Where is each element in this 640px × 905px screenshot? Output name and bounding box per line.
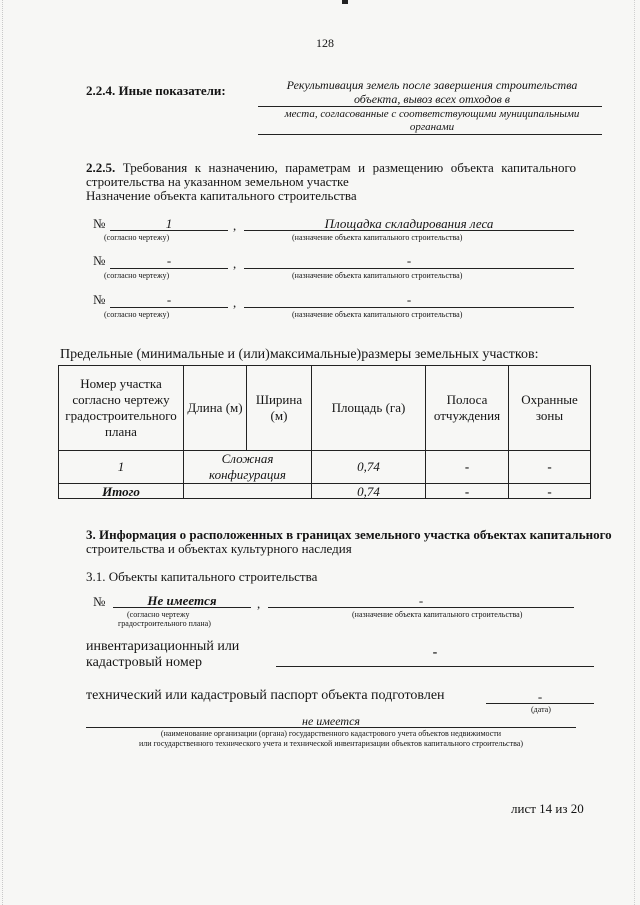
s31-org-value: не имеется [301,714,360,728]
scan-edge-right [634,0,636,905]
s31-date-caption: (дата) [531,705,551,714]
header-strip: Полоса отчуждения [426,366,509,451]
s31-number: Не имеется [147,593,217,608]
s225-row3-comma: , [233,295,237,310]
s225-row3-caption-right: (назначение объекта капитального строительства) [292,310,463,319]
s224-value-line4: органами [409,121,455,133]
s225-row2-purpose: - [406,253,412,268]
header-zones: Охранные зоны [509,366,591,451]
s31-date-line [486,703,594,704]
cell-total-zones: - [509,484,591,499]
s31-comma: , [257,596,261,611]
cell-plot-no: 1 [59,451,184,484]
s31-inv-value: - [432,645,438,660]
s225-row2-no-sign: № [93,253,106,268]
s225-row2-number: - [166,253,172,268]
cell-total-label: Итого [59,484,184,499]
s224-value-line3: места, согласованные с соответствующими муниципальными [284,108,580,120]
sheet-footer: лист 14 из 20 [511,801,584,816]
s31-org-caption-1: (наименование организации (органа) государственного кадастрового учета объектов недвижимости [160,729,502,738]
s3-heading-line1: 3. Информация о расположенных в границах земельного участка объектах капитального [86,527,612,542]
s3-heading-line2: строительства и объектах культурного наследия [86,541,352,556]
s225-row1-number-line [110,230,228,231]
header-width: Ширина (м) [247,366,312,451]
header-plot-no: Номер участка согласно чертежу градостроительного плана [59,366,184,451]
s31-org-line [86,727,576,728]
s225-row3-number: - [166,292,172,307]
s224-label [86,83,226,99]
s31-passport-label: технический или кадастровый паспорт объекта подготовлен [86,688,445,703]
table-row-total [59,484,591,499]
s31-caption-left-1: (согласно чертежу [127,610,190,619]
s225-row3-caption-left: (согласно чертежу) [104,310,170,319]
s225-number: 2.2.5. [86,160,116,175]
s225-row3-number-line [110,307,228,308]
s31-caption-right: (назначение объекта капитального строительства) [352,610,523,619]
scan-edge-left [2,0,4,905]
s31-purpose: - [418,593,424,608]
limits-title: Предельные (минимальные и (или)максимальные)размеры земельных участков: [60,347,539,362]
s31-org-caption-2: или государственного технического учета и технической инвентаризации объектов капитального строительства) [138,739,523,748]
s225-row3-purpose: - [406,292,412,307]
cell-total-area: 0,74 [312,484,426,499]
s225-row1-caption-right: (назначение объекта капитального строительства) [292,233,463,242]
s224-label-text: 2.2.4. Иные показатели: [86,83,226,98]
s225-row2-caption-left: (согласно чертежу) [104,271,170,280]
s31-date-value: - [537,689,543,704]
s225-row3-no-sign: № [93,292,106,307]
s224-underline-1 [258,106,602,107]
header-length: Длина (м) [184,366,247,451]
limits-header-row [59,366,591,451]
s224-value-line2: объекта, вывоз всех отходов в [353,92,511,106]
s225-row2-purpose-line [244,268,574,269]
s31-no-sign: № [93,594,106,609]
s31-inv-label-2: кадастровый номер [86,655,202,670]
table-row [59,451,591,484]
cell-total-strip: - [426,484,509,499]
s31-inv-line [276,666,594,667]
s224-value-line1: Рекультивация земель после завершения строительства [286,78,578,92]
s31-purpose-line [268,607,574,608]
s31-heading: 3.1. Объекты капитального строительства [86,569,318,584]
s225-row2-number-line [110,268,228,269]
s225-text-line1-body: Требования к назначению, параметрам и размещению объекта капитального [122,160,577,175]
s225-row2-comma: , [233,256,237,271]
s31-number-line [113,607,251,608]
s225-row3-purpose-line [244,307,574,308]
s225-text-line2: строительства на указанном земельном участке [86,174,349,189]
s225-text-line3: Назначение объекта капитального строительства [86,188,357,203]
s225-row1-number: 1 [165,216,173,231]
cell-area: 0,74 [312,451,426,484]
s225-row1-purpose-line [244,230,574,231]
s225-row1-comma: , [233,218,237,233]
s224-underline-2 [258,134,602,135]
s31-inv-label-1: инвентаризационный или [86,639,240,654]
cell-strip: - [426,451,509,484]
s225-row1-purpose: Площадка складирования леса [324,216,494,231]
s225-row2-caption-right: (назначение объекта капитального строительства) [292,271,463,280]
s31-caption-left-2: градостроительного плана) [118,619,211,628]
s225-row1-no-sign: № [93,216,106,231]
scan-mark [342,0,348,4]
cell-zones: - [509,451,591,484]
s225-row1-caption-left: (согласно чертежу) [104,233,170,242]
cell-dims: Сложная конфигурация [184,451,312,484]
limits-table [58,365,591,499]
header-area: Площадь (га) [312,366,426,451]
cell-total-dims [184,484,312,499]
page-number: 128 [316,36,334,50]
